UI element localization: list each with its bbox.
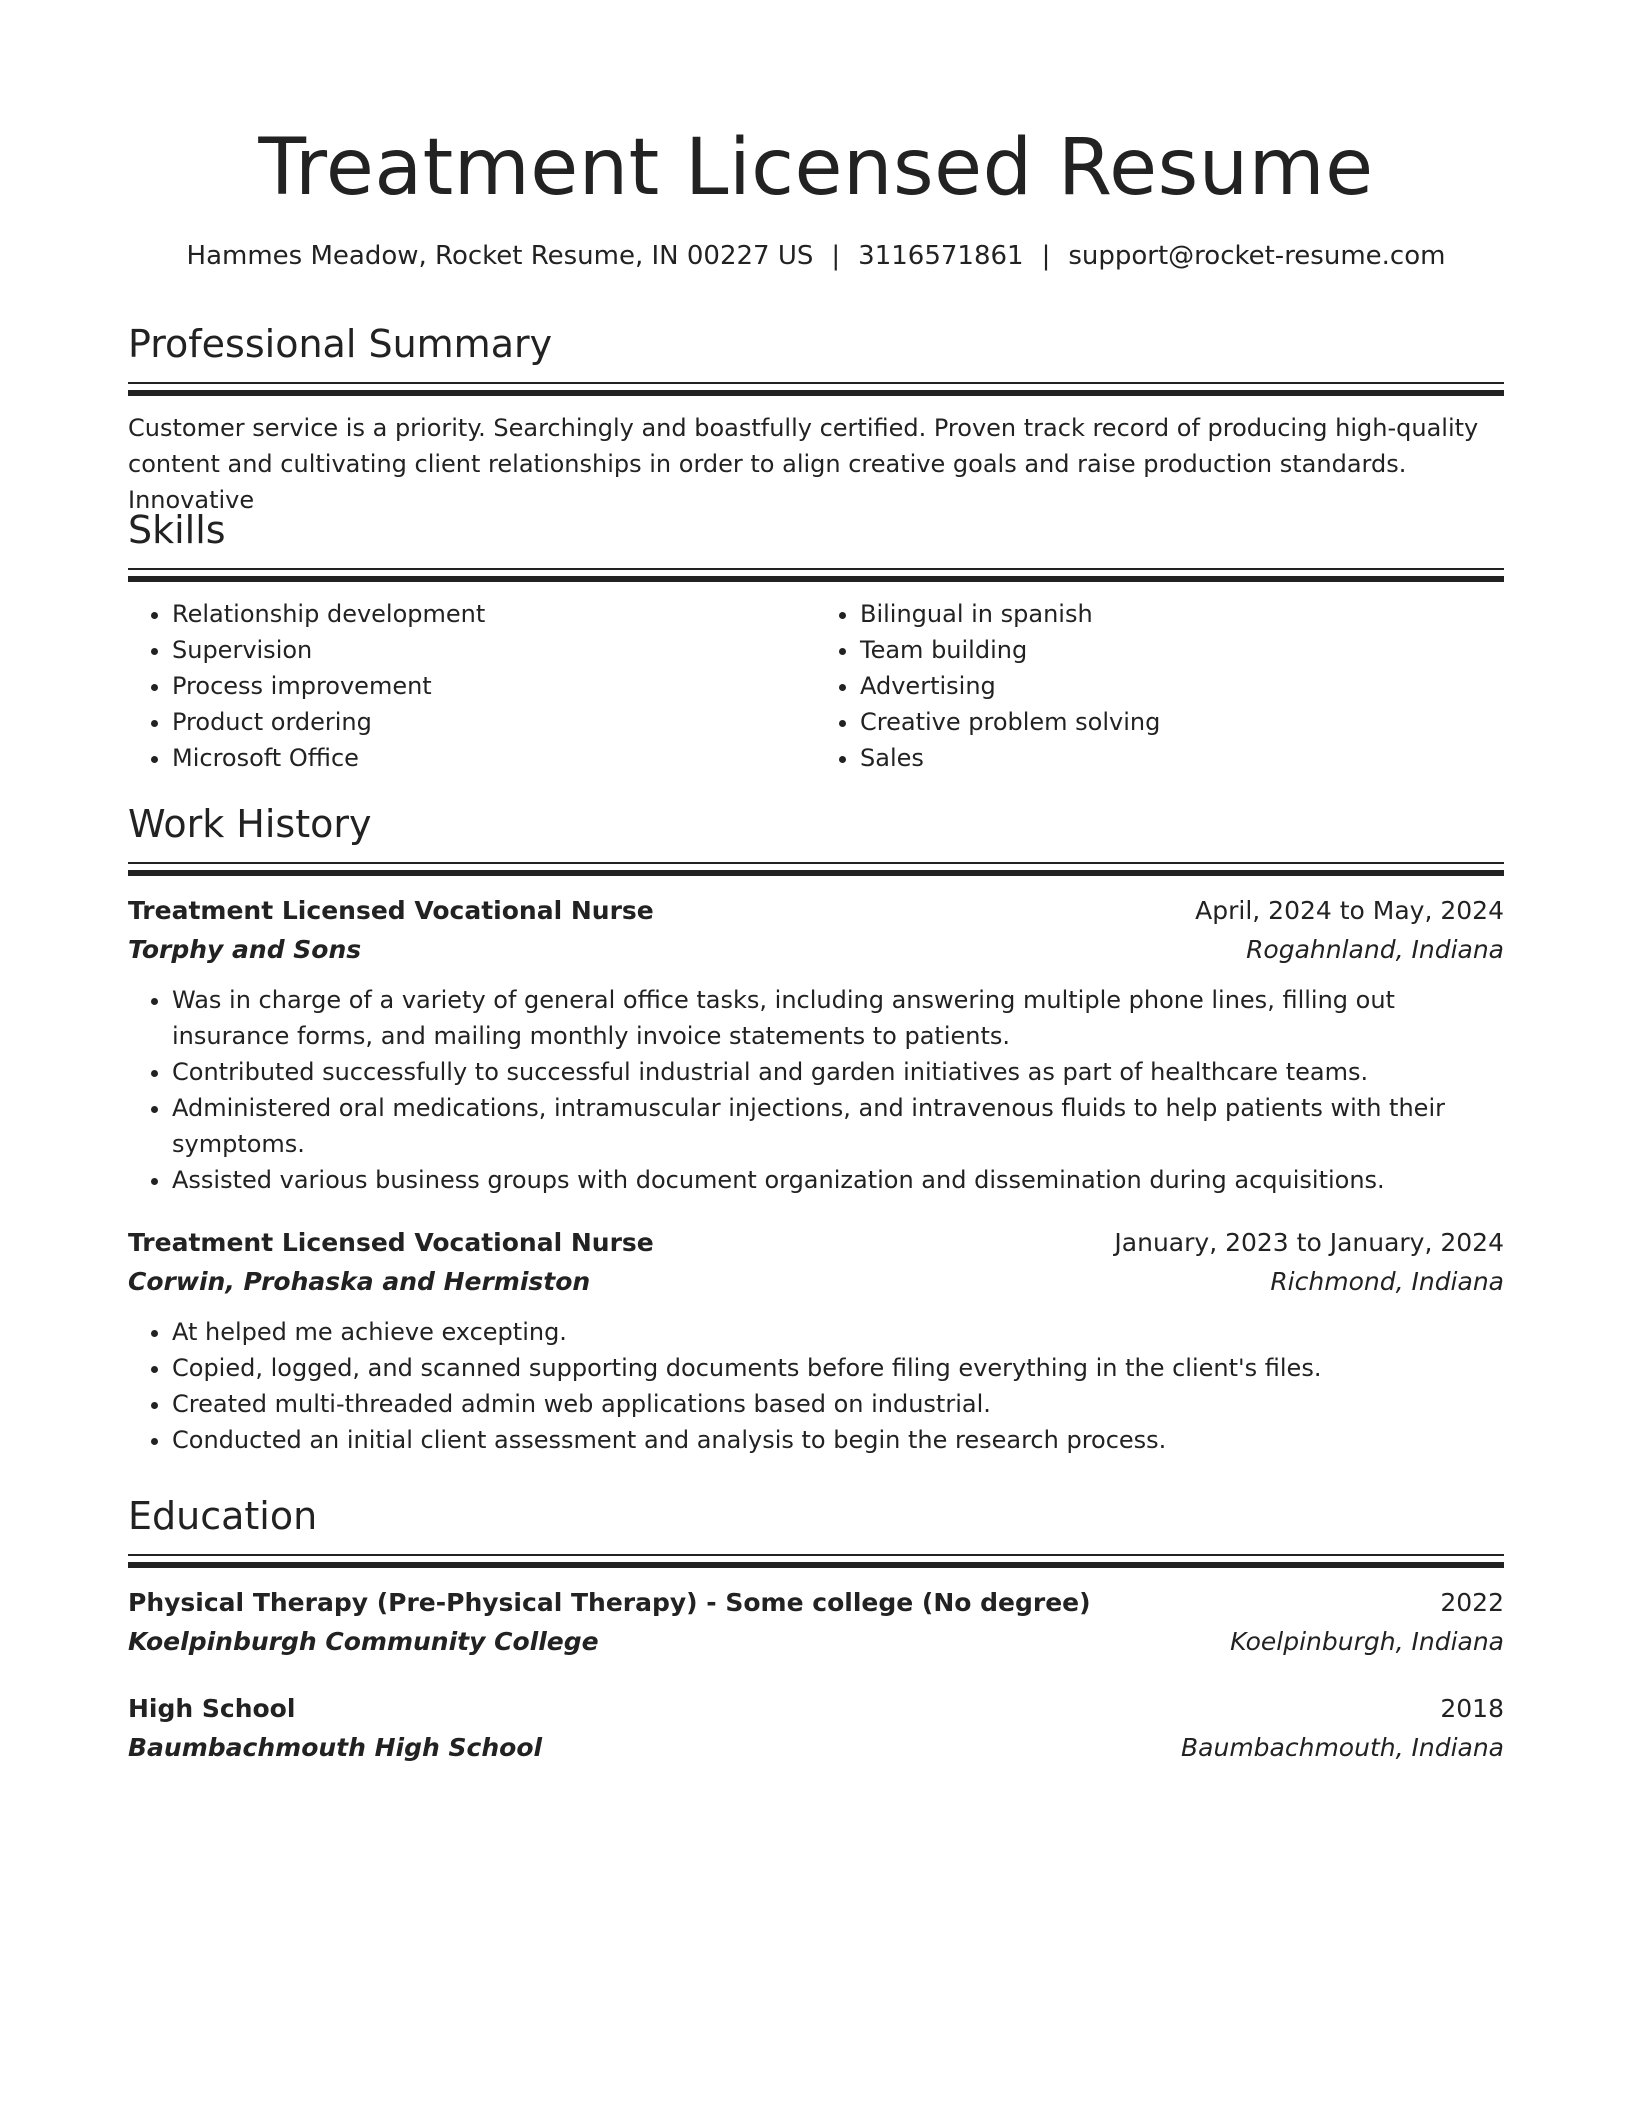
education-degree: High School: [128, 1694, 296, 1723]
job-title: Treatment Licensed Vocational Nurse: [128, 896, 654, 925]
job-bullet: • Was in charge of a variety of general office tasks, including answering multiple phone lines, filling out insurance forms, and mailing monthly invoice statements to patients.: [172, 982, 1504, 1054]
education-year: 2022: [1440, 1588, 1504, 1617]
job-dates: January, 2023 to January, 2024: [1114, 1228, 1504, 1257]
section-divider: [128, 1554, 1504, 1568]
contact-separator: |: [831, 241, 841, 271]
skill-item: • Relationship development: [172, 596, 816, 632]
education-location: Koelpinburgh, Indiana: [1230, 1627, 1504, 1656]
skill-item: • Supervision: [172, 632, 816, 668]
job-entry: [128, 892, 1504, 1198]
section-divider: [128, 862, 1504, 876]
summary-section: [128, 318, 1504, 518]
skill-item: • Bilingual in spanish: [860, 596, 1504, 632]
section-divider: [128, 568, 1504, 582]
job-title: Treatment Licensed Vocational Nurse: [128, 1228, 654, 1257]
contact-line: [128, 236, 1504, 276]
education-degree: Physical Therapy (Pre-Physical Therapy) - Some college (No degree): [128, 1588, 1091, 1617]
contact-separator: |: [1041, 241, 1051, 271]
job-bullet: • Assisted various business groups with document organization and dissemination during acquisitions.: [172, 1162, 1504, 1198]
job-bullets: [128, 982, 1504, 1198]
job-bullet: • Copied, logged, and scanned supporting documents before filing everything in the client's files.: [172, 1350, 1504, 1386]
skill-item: • Microsoft Office: [172, 740, 816, 776]
work-history-heading: Work History: [128, 802, 372, 846]
job-bullet: • Administered oral medications, intramuscular injections, and intravenous fluids to help patients with their symptoms.: [172, 1090, 1504, 1162]
education-heading: Education: [128, 1494, 318, 1538]
skill-item: • Advertising: [860, 668, 1504, 704]
resume-title: Treatment Licensed Resume: [258, 123, 1374, 213]
skills-grid: [128, 596, 1504, 776]
skills-right-column: [816, 596, 1504, 776]
job-bullets: [128, 1314, 1504, 1458]
work-history-section: [128, 798, 1504, 1458]
job-bullet: • Created multi-threaded admin web applications based on industrial.: [172, 1386, 1504, 1422]
skill-item: • Process improvement: [172, 668, 816, 704]
skill-item: • Team building: [860, 632, 1504, 668]
job-company: Corwin, Prohaska and Hermiston: [128, 1267, 591, 1296]
job-location: Richmond, Indiana: [1270, 1267, 1504, 1296]
skills-left-column: [128, 596, 816, 776]
job-dates: April, 2024 to May, 2024: [1195, 896, 1504, 925]
summary-heading: Professional Summary: [128, 322, 553, 366]
skills-section: [128, 504, 1504, 776]
contact-phone[interactable]: 3116571861: [858, 241, 1024, 271]
section-divider: [128, 382, 1504, 396]
education-entry: [128, 1690, 1504, 1768]
job-location: Rogahnland, Indiana: [1246, 935, 1504, 964]
summary-text: Customer service is a priority. Searchingly and boastfully certified. Proven track record of producing high-quality content and cultivating client relationships in order to align creative goals and raise production standards. Innovative: [128, 414, 1479, 514]
skill-item: • Product ordering: [172, 704, 816, 740]
job-bullet: • Conducted an initial client assessment and analysis to begin the research process.: [172, 1422, 1504, 1458]
education-location: Baumbachmouth, Indiana: [1181, 1733, 1504, 1762]
skills-heading: Skills: [128, 508, 226, 552]
education-school: Koelpinburgh Community College: [128, 1627, 599, 1656]
job-bullet: • Contributed successfully to successful industrial and garden initiatives as part of healthcare teams.: [172, 1054, 1504, 1090]
job-bullet: • At helped me achieve excepting.: [172, 1314, 1504, 1350]
contact-address: Hammes Meadow, Rocket Resume, IN 00227 US: [186, 241, 814, 271]
education-entry: [128, 1584, 1504, 1662]
education-school: Baumbachmouth High School: [128, 1733, 543, 1762]
job-entry: [128, 1224, 1504, 1458]
education-year: 2018: [1440, 1694, 1504, 1723]
contact-email[interactable]: support@rocket-resume.com: [1068, 241, 1446, 271]
job-company: Torphy and Sons: [128, 935, 362, 964]
education-section: [128, 1490, 1504, 1768]
skill-item: • Sales: [860, 740, 1504, 776]
skill-item: • Creative problem solving: [860, 704, 1504, 740]
